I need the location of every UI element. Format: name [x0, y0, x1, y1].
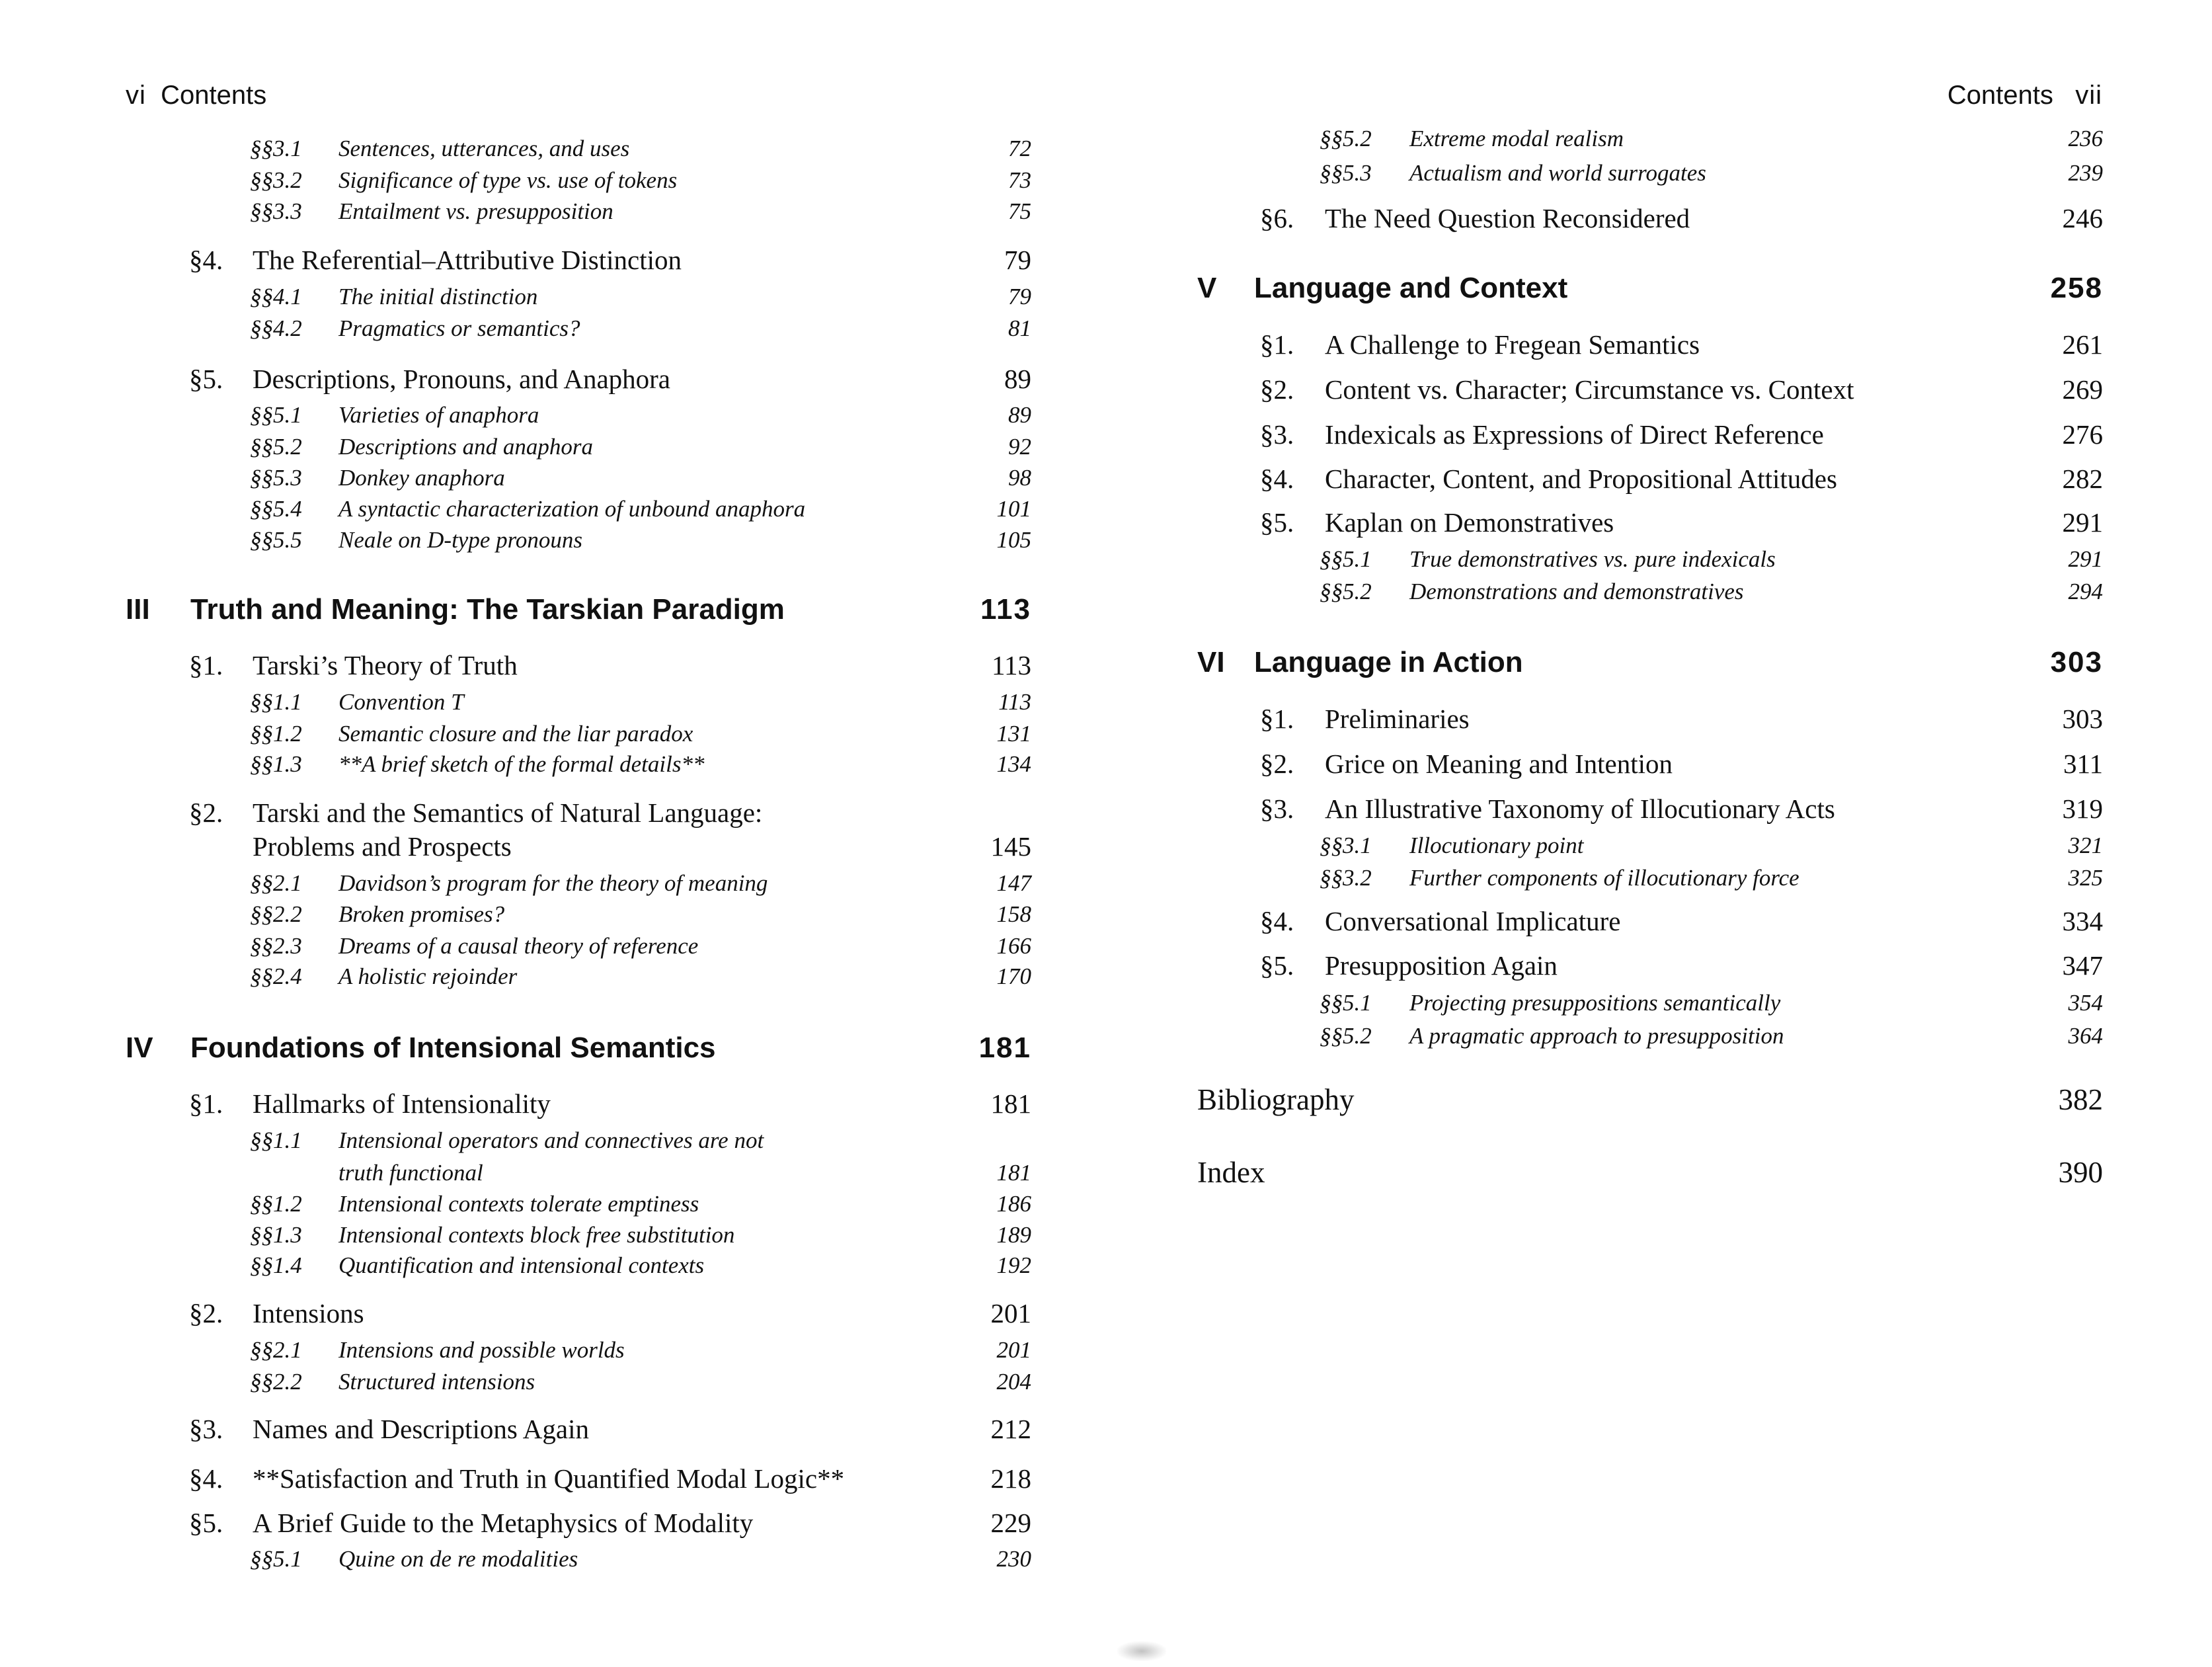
entry-number: §5. — [189, 1508, 223, 1538]
entry-number: §§2.2 — [250, 901, 302, 927]
entry-page-number: 89 — [1008, 402, 1031, 428]
entry-title: True demonstratives vs. pure indexicals — [1409, 546, 1776, 572]
entry-page-number: 325 — [2068, 865, 2103, 891]
toc-subsection-entry — [0, 1337, 1031, 1366]
entry-title: A Challenge to Fregean Semantics — [1325, 329, 1700, 360]
toc-section-entry — [1106, 748, 2103, 782]
entry-title: Intensions and possible worlds — [338, 1337, 625, 1363]
entry-number: §4. — [1260, 906, 1294, 936]
entry-page-number: 239 — [2068, 160, 2103, 186]
entry-page-number: 347 — [2062, 950, 2103, 981]
entry-page-number: 229 — [990, 1508, 1031, 1538]
toc-subsection-entry — [0, 315, 1031, 345]
entry-number: §§1.2 — [250, 1191, 302, 1217]
page-folio: vii — [2075, 81, 2102, 110]
toc-subsection-entry — [0, 1127, 1031, 1157]
entry-title: Indexicals as Expressions of Direct Reference — [1325, 419, 1824, 450]
toc-section-entry — [0, 1463, 1031, 1497]
entry-title: Quantification and intensional contexts — [338, 1252, 705, 1278]
entry-page-number: 390 — [2058, 1156, 2103, 1189]
toc-section-entry — [1106, 905, 2103, 940]
entry-title: Actualism and world surrogates — [1409, 160, 1706, 186]
entry-page-number: 134 — [996, 751, 1031, 777]
running-head-title: Contents — [1947, 81, 2053, 110]
entry-title: Hallmarks of Intensionality — [253, 1088, 551, 1119]
entry-title: Descriptions and anaphora — [338, 434, 593, 460]
entry-page-number: 105 — [996, 527, 1031, 553]
toc-section-entry — [0, 244, 1031, 278]
entry-title: Kaplan on Demonstratives — [1325, 507, 1614, 538]
entry-number: §5. — [1260, 950, 1294, 981]
entry-title: The initial distinction — [338, 284, 538, 309]
entry-number: §§4.2 — [250, 315, 302, 341]
entry-number: §4. — [189, 1463, 223, 1494]
toc-section-entry — [1106, 507, 2103, 541]
toc-backmatter-entry — [1106, 1082, 2103, 1119]
entry-number: §§2.3 — [250, 933, 302, 959]
toc-subsection-entry — [0, 136, 1031, 165]
entry-title: Entailment vs. presupposition — [338, 198, 613, 224]
entry-title: Intensional contexts block free substitution — [338, 1222, 735, 1248]
toc-subsection-entry — [0, 1191, 1031, 1220]
toc-section-entry — [0, 1413, 1031, 1447]
entry-page-number: 98 — [1008, 465, 1031, 491]
entry-title: **Satisfaction and Truth in Quantified Modal Logic** — [253, 1463, 845, 1494]
entry-page-number: 73 — [1008, 167, 1031, 193]
toc-section-entry — [0, 649, 1031, 684]
entry-number: §§5.2 — [1320, 1023, 1372, 1049]
entry-page-number: 131 — [996, 721, 1031, 747]
entry-number: §1. — [1260, 329, 1294, 360]
entry-title: Tarski and the Semantics of Natural Language: — [253, 797, 763, 828]
toc-section-entry — [1106, 374, 2103, 408]
entry-page-number: 92 — [1008, 434, 1031, 460]
toc-subsection-entry — [1106, 546, 2103, 575]
entry-page-number: 166 — [996, 933, 1031, 959]
entry-number: §§3.3 — [250, 198, 302, 224]
toc-subsection-entry — [1106, 990, 2103, 1019]
toc-subsection-entry — [1106, 865, 2103, 894]
toc-subsection-entry — [0, 933, 1031, 962]
entry-page-number: 291 — [2068, 546, 2103, 572]
toc-subsection-entry — [0, 1546, 1031, 1575]
toc-subsection-entry — [1106, 1023, 2103, 1052]
entry-number: §6. — [1260, 203, 1294, 233]
entry-title: The Referential–Attributive Distinction — [253, 245, 682, 275]
entry-number: §§1.4 — [250, 1252, 302, 1278]
entry-number: VI — [1197, 646, 1225, 678]
entry-page-number: 186 — [996, 1191, 1031, 1217]
toc-subsection-entry — [0, 496, 1031, 525]
scan-smudge — [1117, 1641, 1166, 1661]
page-folio: vi — [126, 81, 146, 110]
toc-subsection-entry — [0, 870, 1031, 899]
entry-number: §3. — [1260, 793, 1294, 824]
toc-subsection-entry — [0, 198, 1031, 227]
entry-number: §§3.2 — [250, 167, 302, 193]
entry-number: §§5.1 — [250, 1546, 302, 1572]
entry-number: §4. — [189, 245, 223, 275]
entry-title: Preliminaries — [1325, 704, 1470, 734]
entry-title: An Illustrative Taxonomy of Illocutionary Acts — [1325, 793, 1835, 824]
entry-page-number: 382 — [2058, 1083, 2103, 1116]
toc-subsection-entry — [1106, 126, 2103, 155]
entry-page-number: 212 — [990, 1414, 1031, 1444]
entry-title: Semantic closure and the liar paradox — [338, 721, 693, 747]
entry-page-number: 181 — [978, 1032, 1031, 1064]
toc-subsection-entry — [0, 527, 1031, 556]
toc-section-entry — [1106, 703, 2103, 737]
toc-subsection-entry — [0, 689, 1031, 718]
entry-page-number: 113 — [998, 689, 1031, 715]
entry-title: Content vs. Character; Circumstance vs. Context — [1325, 374, 1854, 405]
toc-subsection-entry — [0, 402, 1031, 431]
entry-title: The Need Question Reconsidered — [1325, 203, 1690, 233]
entry-title: Grice on Meaning and Intention — [1325, 749, 1673, 779]
right-page — [1106, 0, 2212, 1667]
toc-section-entry — [1106, 793, 2103, 827]
entry-title: Donkey anaphora — [338, 465, 505, 491]
entry-number: §2. — [189, 1298, 223, 1328]
entry-page-number: 79 — [1008, 284, 1031, 309]
entry-page-number: 79 — [1004, 245, 1031, 275]
entry-number: §§1.3 — [250, 1222, 302, 1248]
entry-page-number: 364 — [2068, 1023, 2103, 1049]
entry-number: §§2.4 — [250, 963, 302, 989]
entry-page-number: 181 — [990, 1088, 1031, 1119]
entry-title: Varieties of anaphora — [338, 402, 539, 428]
entry-page-number: 291 — [2062, 507, 2103, 538]
entry-number: §1. — [1260, 704, 1294, 734]
entry-title: Davidson’s program for the theory of meaning — [338, 870, 768, 896]
entry-title: A Brief Guide to the Metaphysics of Modality — [253, 1508, 754, 1538]
entry-page-number: 158 — [996, 901, 1031, 927]
toc-section-entry — [1106, 329, 2103, 363]
entry-page-number: 192 — [996, 1252, 1031, 1278]
entry-page-number: 261 — [2062, 329, 2103, 360]
entry-number: §§3.1 — [250, 136, 302, 161]
entry-page-number: 145 — [990, 831, 1031, 862]
entry-title: Descriptions, Pronouns, and Anaphora — [253, 364, 670, 394]
toc-section-entry — [1106, 950, 2103, 984]
toc-backmatter-entry — [1106, 1155, 2103, 1192]
entry-title: Dreams of a causal theory of reference — [338, 933, 699, 959]
entry-title: Intensional contexts tolerate emptiness — [338, 1191, 699, 1217]
toc-section-entry — [0, 831, 1031, 865]
entry-page-number: 204 — [996, 1369, 1031, 1395]
entry-number: §§2.1 — [250, 1337, 302, 1363]
toc-section-entry — [1106, 419, 2103, 453]
entry-number: §2. — [189, 797, 223, 828]
entry-number: §§5.4 — [250, 496, 302, 522]
toc-subsection-entry — [0, 284, 1031, 313]
entry-page-number: 230 — [996, 1546, 1031, 1572]
entry-title: Quine on de re modalities — [338, 1546, 578, 1572]
entry-number: §§5.5 — [250, 527, 302, 553]
toc-subsection-entry — [0, 1252, 1031, 1281]
entry-title: Tarski’s Theory of Truth — [253, 650, 518, 680]
entry-page-number: 147 — [996, 870, 1031, 896]
entry-number: §3. — [189, 1414, 223, 1444]
entry-page-number: 101 — [996, 496, 1031, 522]
toc-subsection-entry — [0, 1222, 1031, 1251]
entry-page-number: 113 — [980, 593, 1031, 626]
entry-title: Intensions — [253, 1298, 364, 1328]
toc-section-entry — [1106, 202, 2103, 237]
entry-title: Sentences, utterances, and uses — [338, 136, 630, 161]
entry-title: Conversational Implicature — [1325, 906, 1621, 936]
entry-page-number: 236 — [2068, 126, 2103, 151]
toc-part-heading — [1106, 646, 2103, 683]
entry-page-number: 319 — [2062, 793, 2103, 824]
entry-title: Bibliography — [1197, 1083, 1355, 1116]
entry-number: §§4.1 — [250, 284, 302, 309]
entry-number: §5. — [1260, 507, 1294, 538]
entry-number: §§5.2 — [250, 434, 302, 460]
entry-number: §§3.1 — [1320, 833, 1372, 858]
entry-title: Convention T — [338, 689, 464, 715]
entry-title: Truth and Meaning: The Tarskian Paradigm — [190, 593, 785, 626]
entry-page-number: 269 — [2062, 374, 2103, 405]
entry-number: §§5.2 — [1320, 579, 1372, 604]
entry-title: Neale on D-type pronouns — [338, 527, 583, 553]
toc-part-heading — [0, 593, 1031, 630]
entry-title: Projecting presuppositions semantically — [1409, 990, 1781, 1016]
entry-page-number: 89 — [1004, 364, 1031, 394]
entry-number: §2. — [1260, 374, 1294, 405]
entry-page-number: 72 — [1008, 136, 1031, 161]
entry-title: A pragmatic approach to presupposition — [1409, 1023, 1784, 1049]
running-head-left — [126, 81, 266, 110]
toc-section-entry — [0, 1088, 1031, 1122]
entry-title: Presupposition Again — [1325, 950, 1558, 981]
entry-title: Illocutionary point — [1409, 833, 1584, 858]
entry-title: Names and Descriptions Again — [253, 1414, 589, 1444]
entry-page-number: 75 — [1008, 198, 1031, 224]
entry-title: Pragmatics or semantics? — [338, 315, 580, 341]
entry-number: §§2.2 — [250, 1369, 302, 1395]
toc-subsection-entry — [1106, 160, 2103, 189]
entry-number: §4. — [1260, 464, 1294, 494]
entry-number: V — [1197, 272, 1217, 304]
entry-title: A syntactic characterization of unbound anaphora — [338, 496, 806, 522]
entry-number: III — [126, 593, 150, 626]
entry-number: §§5.1 — [250, 402, 302, 428]
entry-number: §3. — [1260, 419, 1294, 450]
entry-title: Structured intensions — [338, 1369, 535, 1395]
toc-subsection-entry — [0, 465, 1031, 494]
entry-number: §5. — [189, 364, 223, 394]
toc-part-heading — [1106, 272, 2103, 309]
toc-section-entry — [1106, 463, 2103, 497]
entry-page-number: 303 — [2062, 704, 2103, 734]
entry-number: §§1.2 — [250, 721, 302, 747]
toc-section-entry — [0, 797, 1031, 831]
entry-number: §§1.3 — [250, 751, 302, 777]
entry-page-number: 218 — [990, 1463, 1031, 1494]
entry-number: §1. — [189, 650, 223, 680]
entry-number: §2. — [1260, 749, 1294, 779]
entry-number: §§5.2 — [1320, 126, 1372, 151]
entry-title: Foundations of Intensional Semantics — [190, 1032, 716, 1064]
entry-page-number: 170 — [996, 963, 1031, 989]
toc-subsection-entry — [0, 751, 1031, 780]
entry-page-number: 258 — [2050, 272, 2103, 304]
entry-page-number: 294 — [2068, 579, 2103, 604]
toc-subsection-entry — [0, 1369, 1031, 1398]
entry-page-number: 113 — [992, 650, 1031, 680]
entry-number: IV — [126, 1032, 153, 1064]
toc-part-heading — [0, 1032, 1031, 1069]
entry-number: §§5.3 — [1320, 160, 1372, 186]
entry-number: §§2.1 — [250, 870, 302, 896]
toc-subsection-entry — [0, 901, 1031, 930]
entry-title: Index — [1197, 1156, 1265, 1189]
toc-subsection-entry — [0, 167, 1031, 196]
entry-title: Language and Context — [1254, 272, 1568, 304]
entry-page-number: 201 — [990, 1298, 1031, 1328]
entry-number: §§5.1 — [1320, 990, 1372, 1016]
entry-number: §§1.1 — [250, 689, 302, 715]
entry-page-number: 303 — [2050, 646, 2103, 678]
entry-title: Character, Content, and Propositional Attitudes — [1325, 464, 1837, 494]
toc-subsection-entry — [0, 434, 1031, 463]
entry-title: Demonstrations and demonstratives — [1409, 579, 1744, 604]
entry-page-number: 246 — [2062, 203, 2103, 233]
toc-subsection-entry — [1106, 579, 2103, 608]
entry-number: §1. — [189, 1088, 223, 1119]
toc-subsection-entry — [0, 721, 1031, 750]
running-head-right — [1948, 81, 2102, 110]
entry-title: Significance of type vs. use of tokens — [338, 167, 678, 193]
entry-title: Broken promises? — [338, 901, 505, 927]
entry-title: A holistic rejoinder — [338, 963, 518, 989]
entry-page-number: 181 — [996, 1160, 1031, 1186]
entry-title: **A brief sketch of the formal details** — [338, 751, 705, 777]
entry-title: Language in Action — [1254, 646, 1523, 678]
toc-subsection-entry — [0, 1160, 1031, 1189]
entry-number: §§1.1 — [250, 1127, 302, 1153]
entry-number: §§3.2 — [1320, 865, 1372, 891]
entry-page-number: 81 — [1008, 315, 1031, 341]
entry-title: truth functional — [338, 1160, 483, 1186]
entry-title: Problems and Prospects — [253, 831, 512, 862]
toc-subsection-entry — [1106, 833, 2103, 862]
toc-section-entry — [0, 1297, 1031, 1332]
entry-page-number: 354 — [2068, 990, 2103, 1016]
running-head-title: Contents — [161, 81, 267, 110]
entry-number: §§5.3 — [250, 465, 302, 491]
entry-page-number: 276 — [2062, 419, 2103, 450]
entry-title: Extreme modal realism — [1409, 126, 1624, 151]
entry-page-number: 321 — [2068, 833, 2103, 858]
entry-page-number: 189 — [996, 1222, 1031, 1248]
entry-page-number: 311 — [2063, 749, 2103, 779]
entry-page-number: 334 — [2062, 906, 2103, 936]
entry-title: Intensional operators and connectives are not — [338, 1127, 764, 1153]
entry-page-number: 201 — [996, 1337, 1031, 1363]
entry-title: Further components of illocutionary force — [1409, 865, 1799, 891]
toc-subsection-entry — [0, 963, 1031, 993]
entry-page-number: 282 — [2062, 464, 2103, 494]
entry-number: §§5.1 — [1320, 546, 1372, 572]
toc-section-entry — [0, 1507, 1031, 1541]
toc-section-entry — [0, 363, 1031, 397]
